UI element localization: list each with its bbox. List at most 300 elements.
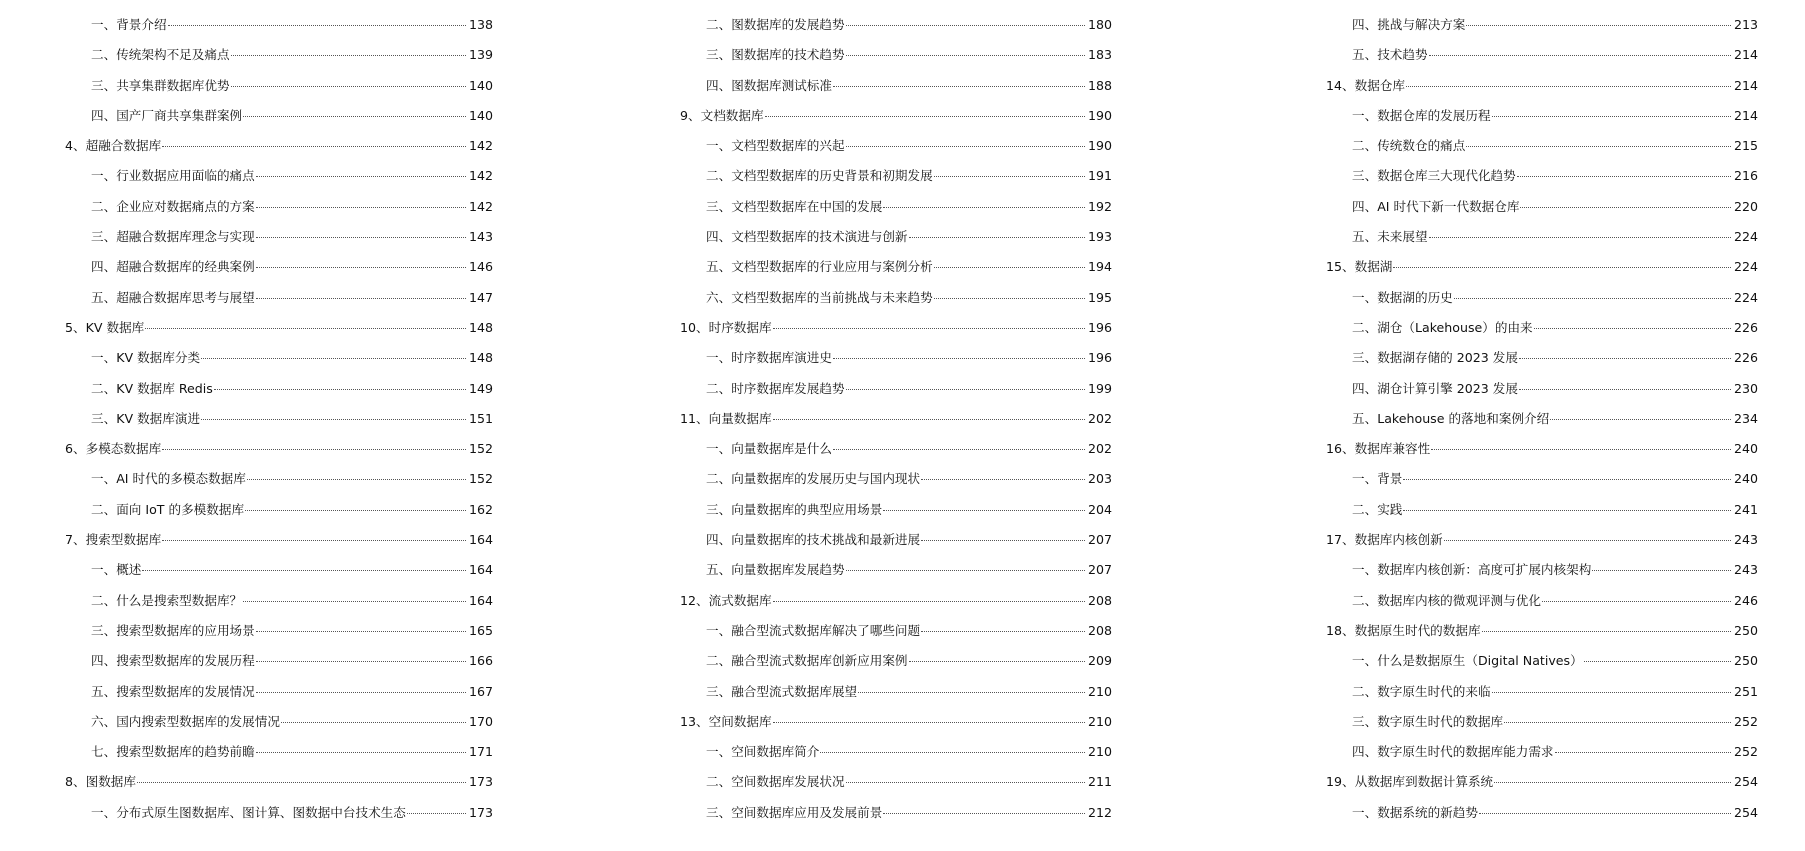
toc-section-entry[interactable] bbox=[680, 499, 1112, 529]
toc-section-entry[interactable] bbox=[1326, 317, 1758, 347]
dot-leader bbox=[1592, 570, 1731, 571]
dot-leader bbox=[846, 389, 1085, 390]
entry-title: 一、数据库内核创新：高度可扩展内核架构 bbox=[1352, 562, 1592, 578]
entry-title: 三、数据湖存储的 2023 发展 bbox=[1352, 350, 1518, 366]
entry-title: 二、KV 数据库 Redis bbox=[91, 380, 213, 396]
toc-chapter-entry[interactable] bbox=[680, 590, 1112, 620]
entry-page-number: 241 bbox=[1733, 501, 1758, 517]
entry-page-number: 212 bbox=[1087, 804, 1112, 820]
toc-chapter-entry[interactable] bbox=[680, 317, 1112, 347]
entry-page-number: 202 bbox=[1087, 410, 1112, 426]
entry-page-number: 164 bbox=[468, 562, 493, 578]
dot-leader bbox=[1479, 813, 1731, 814]
dot-leader bbox=[1482, 631, 1731, 632]
entry-page-number: 148 bbox=[468, 350, 493, 366]
entry-page-number: 214 bbox=[1733, 47, 1758, 63]
toc-section-entry[interactable] bbox=[1326, 165, 1758, 195]
toc-section-entry[interactable] bbox=[680, 347, 1112, 377]
entry-page-number: 152 bbox=[468, 471, 493, 487]
dot-leader bbox=[256, 207, 466, 208]
toc-chapter-entry[interactable] bbox=[65, 438, 493, 468]
entry-page-number: 252 bbox=[1733, 744, 1758, 760]
dot-leader bbox=[1517, 176, 1731, 177]
entry-page-number: 152 bbox=[468, 441, 493, 457]
dot-leader bbox=[1444, 540, 1731, 541]
entry-title: 一、概述 bbox=[91, 562, 142, 578]
dot-leader bbox=[201, 358, 466, 359]
toc-section-entry[interactable] bbox=[1326, 196, 1758, 226]
dot-leader bbox=[1403, 479, 1731, 480]
entry-page-number: 195 bbox=[1087, 289, 1112, 305]
toc-section-entry[interactable] bbox=[680, 287, 1112, 317]
dot-leader bbox=[921, 540, 1085, 541]
toc-section-entry[interactable] bbox=[65, 408, 493, 438]
entry-title: 五、Lakehouse 的落地和案例介绍 bbox=[1352, 410, 1550, 426]
entry-page-number: 166 bbox=[468, 653, 493, 669]
dot-leader bbox=[1403, 510, 1731, 511]
entry-page-number: 165 bbox=[468, 622, 493, 638]
dot-leader bbox=[256, 631, 466, 632]
entry-title: 七、搜索型数据库的趋势前瞻 bbox=[91, 744, 255, 760]
entry-title: 四、AI 时代下新一代数据仓库 bbox=[1352, 198, 1520, 214]
entry-page-number: 250 bbox=[1733, 622, 1758, 638]
toc-section-entry[interactable] bbox=[1326, 650, 1758, 680]
entry-page-number: 254 bbox=[1733, 804, 1758, 820]
toc-section-entry[interactable] bbox=[65, 287, 493, 317]
toc-section-entry[interactable] bbox=[680, 196, 1112, 226]
toc-section-entry[interactable] bbox=[65, 741, 493, 771]
dot-leader bbox=[858, 692, 1085, 693]
toc-section-entry[interactable] bbox=[1326, 741, 1758, 771]
entry-page-number: 240 bbox=[1733, 471, 1758, 487]
entry-page-number: 162 bbox=[468, 501, 493, 517]
entry-title: 五、未来展望 bbox=[1352, 229, 1428, 245]
toc-section-entry[interactable] bbox=[1326, 408, 1758, 438]
dot-leader bbox=[846, 55, 1085, 56]
toc-chapter-entry[interactable] bbox=[1326, 771, 1758, 801]
dot-leader bbox=[247, 479, 466, 480]
entry-page-number: 164 bbox=[468, 532, 493, 548]
entry-title: 一、分布式原生图数据库、图计算、图数据中台技术生态 bbox=[91, 804, 406, 820]
entry-page-number: 202 bbox=[1087, 441, 1112, 457]
entry-page-number: 183 bbox=[1087, 47, 1112, 63]
entry-title: 6、多模态数据库 bbox=[65, 441, 162, 457]
entry-title: 18、数据原生时代的数据库 bbox=[1326, 622, 1481, 638]
dot-leader bbox=[1494, 782, 1731, 783]
entry-page-number: 203 bbox=[1087, 471, 1112, 487]
entry-title: 一、背景介绍 bbox=[91, 17, 167, 32]
toc-section-entry[interactable] bbox=[680, 559, 1112, 589]
entry-page-number: 226 bbox=[1733, 350, 1758, 366]
toc-chapter-entry[interactable] bbox=[65, 135, 493, 165]
entry-title: 四、搜索型数据库的发展历程 bbox=[91, 653, 255, 669]
dot-leader bbox=[1492, 692, 1731, 693]
entry-title: 四、超融合数据库的经典案例 bbox=[91, 259, 255, 275]
entry-page-number: 224 bbox=[1733, 229, 1758, 245]
toc-chapter-entry[interactable] bbox=[1326, 256, 1758, 286]
entry-title: 二、数据库内核的微观评测与优化 bbox=[1352, 592, 1541, 608]
dot-leader bbox=[201, 419, 466, 420]
entry-page-number: 140 bbox=[468, 107, 493, 123]
entry-title: 四、图数据库测试标准 bbox=[706, 77, 832, 93]
entry-title: 一、时序数据库演进史 bbox=[706, 350, 832, 366]
entry-page-number: 188 bbox=[1087, 77, 1112, 93]
entry-title: 六、文档型数据库的当前挑战与未来趋势 bbox=[706, 289, 933, 305]
entry-title: 一、融合型流式数据库解决了哪些问题 bbox=[706, 622, 921, 638]
toc-column-3 bbox=[1326, 14, 1758, 832]
dot-leader bbox=[833, 86, 1085, 87]
dot-leader bbox=[1520, 207, 1730, 208]
dot-leader bbox=[281, 722, 466, 723]
entry-title: 一、KV 数据库分类 bbox=[91, 350, 201, 366]
dot-leader bbox=[145, 328, 466, 329]
entry-page-number: 214 bbox=[1733, 77, 1758, 93]
entry-title: 二、向量数据库的发展历史与国内现状 bbox=[706, 471, 921, 487]
entry-page-number: 151 bbox=[468, 410, 493, 426]
entry-page-number: 252 bbox=[1733, 713, 1758, 729]
toc-section-entry[interactable] bbox=[1326, 681, 1758, 711]
toc-section-entry[interactable] bbox=[65, 802, 493, 832]
entry-title: 三、KV 数据库演进 bbox=[91, 410, 201, 426]
toc-section-entry[interactable] bbox=[680, 771, 1112, 801]
entry-title: 9、文档数据库 bbox=[680, 107, 764, 123]
entry-page-number: 207 bbox=[1087, 562, 1112, 578]
entry-title: 四、文档型数据库的技术演进与创新 bbox=[706, 229, 908, 245]
entry-title: 一、背景 bbox=[1352, 471, 1403, 487]
dot-leader bbox=[773, 328, 1085, 329]
entry-title: 三、数字原生时代的数据库 bbox=[1352, 713, 1504, 729]
dot-leader bbox=[1431, 449, 1731, 450]
entry-title: 15、数据湖 bbox=[1326, 259, 1393, 275]
entry-title: 一、AI 时代的多模态数据库 bbox=[91, 471, 246, 487]
entry-title: 二、湖仓（Lakehouse）的由来 bbox=[1352, 319, 1533, 335]
toc-section-entry[interactable] bbox=[680, 75, 1112, 105]
toc-chapter-entry[interactable] bbox=[1326, 75, 1758, 105]
entry-page-number: 190 bbox=[1087, 107, 1112, 123]
dot-leader bbox=[256, 752, 466, 753]
toc-section-entry[interactable] bbox=[65, 44, 493, 74]
toc-section-entry[interactable] bbox=[680, 14, 1112, 44]
entry-page-number: 208 bbox=[1087, 622, 1112, 638]
entry-page-number: 196 bbox=[1087, 350, 1112, 366]
dot-leader bbox=[256, 661, 466, 662]
toc-chapter-entry[interactable] bbox=[1326, 438, 1758, 468]
dot-leader bbox=[833, 358, 1085, 359]
dot-leader bbox=[162, 540, 466, 541]
toc-section-entry[interactable] bbox=[1326, 44, 1758, 74]
entry-title: 三、融合型流式数据库展望 bbox=[706, 683, 858, 699]
toc-chapter-entry[interactable] bbox=[680, 105, 1112, 135]
entry-page-number: 143 bbox=[468, 229, 493, 245]
entry-page-number: 140 bbox=[468, 77, 493, 93]
entry-title: 三、空间数据库应用及发展前景 bbox=[706, 804, 883, 820]
toc-section-entry[interactable] bbox=[680, 438, 1112, 468]
toc-section-entry[interactable] bbox=[65, 378, 493, 408]
toc-section-entry[interactable] bbox=[1326, 378, 1758, 408]
entry-title: 四、湖仓计算引擎 2023 发展 bbox=[1352, 380, 1518, 396]
entry-title: 19、从数据库到数据计算系统 bbox=[1326, 774, 1494, 790]
entry-title: 一、向量数据库是什么 bbox=[706, 441, 832, 457]
entry-page-number: 210 bbox=[1087, 744, 1112, 760]
dot-leader bbox=[1555, 752, 1731, 753]
dot-leader bbox=[1466, 146, 1731, 147]
toc-section-entry[interactable] bbox=[65, 105, 493, 135]
dot-leader bbox=[245, 510, 466, 511]
toc-chapter-entry[interactable] bbox=[65, 771, 493, 801]
dot-leader bbox=[162, 449, 466, 450]
entry-title: 8、图数据库 bbox=[65, 774, 136, 790]
entry-title: 7、搜索型数据库 bbox=[65, 532, 162, 548]
entry-title: 五、技术趋势 bbox=[1352, 47, 1428, 63]
dot-leader bbox=[921, 479, 1085, 480]
dot-leader bbox=[1519, 358, 1731, 359]
dot-leader bbox=[1429, 237, 1731, 238]
toc-chapter-entry[interactable] bbox=[65, 317, 493, 347]
entry-page-number: 214 bbox=[1733, 107, 1758, 123]
dot-leader bbox=[1429, 55, 1731, 56]
entry-page-number: 213 bbox=[1733, 17, 1758, 32]
toc-section-entry[interactable] bbox=[65, 681, 493, 711]
toc-section-entry[interactable] bbox=[1326, 711, 1758, 741]
dot-leader bbox=[168, 25, 466, 26]
toc-chapter-entry[interactable] bbox=[680, 711, 1112, 741]
entry-title: 五、超融合数据库思考与展望 bbox=[91, 289, 255, 305]
entry-page-number: 171 bbox=[468, 744, 493, 760]
dot-leader bbox=[256, 176, 466, 177]
entry-title: 一、数据湖的历史 bbox=[1352, 289, 1453, 305]
dot-leader bbox=[162, 146, 466, 147]
toc-section-entry[interactable] bbox=[1326, 347, 1758, 377]
toc-section-entry[interactable] bbox=[680, 468, 1112, 498]
entry-title: 四、挑战与解决方案 bbox=[1352, 17, 1466, 32]
entry-page-number: 147 bbox=[468, 289, 493, 305]
entry-title: 四、数字原生时代的数据库能力需求 bbox=[1352, 744, 1554, 760]
entry-title: 三、向量数据库的典型应用场景 bbox=[706, 501, 883, 517]
entry-title: 二、文档型数据库的历史背景和初期发展 bbox=[706, 168, 933, 184]
entry-page-number: 148 bbox=[468, 319, 493, 335]
entry-title: 四、向量数据库的技术挑战和最新进展 bbox=[706, 532, 921, 548]
toc-section-entry[interactable] bbox=[65, 165, 493, 195]
entry-title: 二、传统数仓的痛点 bbox=[1352, 138, 1466, 154]
toc-section-entry[interactable] bbox=[65, 196, 493, 226]
toc-chapter-entry[interactable] bbox=[65, 529, 493, 559]
toc-section-entry[interactable] bbox=[680, 44, 1112, 74]
dot-leader bbox=[1406, 86, 1731, 87]
toc-section-entry[interactable] bbox=[680, 529, 1112, 559]
entry-page-number: 246 bbox=[1733, 592, 1758, 608]
toc-section-entry[interactable] bbox=[65, 499, 493, 529]
entry-title: 五、文档型数据库的行业应用与案例分析 bbox=[706, 259, 933, 275]
toc-section-entry[interactable] bbox=[65, 590, 493, 620]
toc-section-entry[interactable] bbox=[65, 347, 493, 377]
dot-leader bbox=[1534, 328, 1731, 329]
dot-leader bbox=[846, 782, 1085, 783]
dot-leader bbox=[142, 570, 466, 571]
entry-page-number: 138 bbox=[468, 17, 493, 32]
dot-leader bbox=[909, 237, 1085, 238]
dot-leader bbox=[833, 449, 1085, 450]
dot-leader bbox=[256, 298, 466, 299]
entry-page-number: 211 bbox=[1087, 774, 1112, 790]
entry-page-number: 164 bbox=[468, 592, 493, 608]
dot-leader bbox=[1542, 601, 1731, 602]
entry-page-number: 199 bbox=[1087, 380, 1112, 396]
dot-leader bbox=[243, 601, 466, 602]
entry-page-number: 204 bbox=[1087, 501, 1112, 517]
entry-title: 4、超融合数据库 bbox=[65, 138, 162, 154]
toc-section-entry[interactable] bbox=[1326, 105, 1758, 135]
toc-section-entry[interactable] bbox=[65, 711, 493, 741]
entry-page-number: 240 bbox=[1733, 441, 1758, 457]
entry-title: 三、超融合数据库理念与实现 bbox=[91, 229, 255, 245]
entry-page-number: 191 bbox=[1087, 168, 1112, 184]
entry-page-number: 210 bbox=[1087, 713, 1112, 729]
entry-page-number: 243 bbox=[1733, 532, 1758, 548]
toc-column-2 bbox=[680, 14, 1112, 832]
entry-page-number: 190 bbox=[1087, 138, 1112, 154]
dot-leader bbox=[883, 207, 1085, 208]
entry-page-number: 208 bbox=[1087, 592, 1112, 608]
dot-leader bbox=[1393, 267, 1731, 268]
entry-title: 一、行业数据应用面临的痛点 bbox=[91, 168, 255, 184]
entry-page-number: 234 bbox=[1733, 410, 1758, 426]
dot-leader bbox=[1550, 419, 1731, 420]
dot-leader bbox=[1519, 389, 1731, 390]
toc-section-entry[interactable] bbox=[1326, 590, 1758, 620]
entry-title: 二、实践 bbox=[1352, 501, 1403, 517]
entry-page-number: 254 bbox=[1733, 774, 1758, 790]
toc-chapter-entry[interactable] bbox=[1326, 620, 1758, 650]
toc-section-entry[interactable] bbox=[65, 468, 493, 498]
entry-title: 二、图数据库的发展趋势 bbox=[706, 17, 845, 32]
entry-title: 三、图数据库的技术趋势 bbox=[706, 47, 845, 63]
entry-page-number: 209 bbox=[1087, 653, 1112, 669]
toc-section-entry[interactable] bbox=[65, 226, 493, 256]
entry-page-number: 192 bbox=[1087, 198, 1112, 214]
toc-section-entry[interactable] bbox=[1326, 802, 1758, 832]
toc-section-entry[interactable] bbox=[680, 165, 1112, 195]
entry-page-number: 220 bbox=[1733, 198, 1758, 214]
dot-leader bbox=[773, 722, 1085, 723]
entry-page-number: 167 bbox=[468, 683, 493, 699]
entry-page-number: 230 bbox=[1733, 380, 1758, 396]
toc-section-entry[interactable] bbox=[1326, 135, 1758, 165]
toc-section-entry[interactable] bbox=[65, 620, 493, 650]
entry-title: 二、传统架构不足及痛点 bbox=[91, 47, 230, 63]
entry-title: 二、企业应对数据痛点的方案 bbox=[91, 198, 255, 214]
dot-leader bbox=[934, 267, 1085, 268]
entry-page-number: 139 bbox=[468, 47, 493, 63]
entry-page-number: 210 bbox=[1087, 683, 1112, 699]
toc-column-1 bbox=[65, 14, 493, 832]
entry-page-number: 149 bbox=[468, 380, 493, 396]
dot-leader bbox=[1454, 298, 1731, 299]
toc-section-entry[interactable] bbox=[1326, 559, 1758, 589]
entry-title: 17、数据库内核创新 bbox=[1326, 532, 1443, 548]
entry-title: 13、空间数据库 bbox=[680, 713, 772, 729]
toc-section-entry[interactable] bbox=[1326, 14, 1758, 44]
dot-leader bbox=[231, 86, 466, 87]
toc-chapter-entry[interactable] bbox=[680, 408, 1112, 438]
toc-section-entry[interactable] bbox=[1326, 287, 1758, 317]
entry-title: 五、搜索型数据库的发展情况 bbox=[91, 683, 255, 699]
dot-leader bbox=[846, 146, 1085, 147]
entry-page-number: 216 bbox=[1733, 168, 1758, 184]
entry-page-number: 170 bbox=[468, 713, 493, 729]
toc-section-entry[interactable] bbox=[680, 256, 1112, 286]
toc-section-entry[interactable] bbox=[680, 378, 1112, 408]
entry-page-number: 193 bbox=[1087, 229, 1112, 245]
entry-title: 10、时序数据库 bbox=[680, 319, 772, 335]
toc-section-entry[interactable] bbox=[1326, 499, 1758, 529]
toc-section-entry[interactable] bbox=[65, 559, 493, 589]
dot-leader bbox=[1504, 722, 1731, 723]
entry-page-number: 224 bbox=[1733, 289, 1758, 305]
toc-section-entry[interactable] bbox=[680, 226, 1112, 256]
dot-leader bbox=[846, 25, 1085, 26]
dot-leader bbox=[846, 570, 1085, 571]
entry-title: 一、数据仓库的发展历程 bbox=[1352, 107, 1491, 123]
entry-page-number: 142 bbox=[468, 168, 493, 184]
dot-leader bbox=[256, 237, 466, 238]
dot-leader bbox=[773, 601, 1085, 602]
entry-page-number: 226 bbox=[1733, 319, 1758, 335]
entry-title: 二、数字原生时代的来临 bbox=[1352, 683, 1491, 699]
entry-title: 16、数据库兼容性 bbox=[1326, 441, 1431, 457]
dot-leader bbox=[921, 631, 1085, 632]
dot-leader bbox=[1466, 25, 1731, 26]
entry-page-number: 250 bbox=[1733, 653, 1758, 669]
toc-section-entry[interactable] bbox=[1326, 468, 1758, 498]
dot-leader bbox=[934, 176, 1085, 177]
entry-page-number: 207 bbox=[1087, 532, 1112, 548]
entry-title: 二、什么是搜索型数据库？ bbox=[91, 592, 243, 608]
entry-title: 14、数据仓库 bbox=[1326, 77, 1405, 93]
toc-section-entry[interactable] bbox=[65, 650, 493, 680]
dot-leader bbox=[243, 116, 466, 117]
entry-page-number: 142 bbox=[468, 198, 493, 214]
dot-leader bbox=[765, 116, 1085, 117]
entry-page-number: 196 bbox=[1087, 319, 1112, 335]
toc-section-entry[interactable] bbox=[680, 741, 1112, 771]
dot-leader bbox=[773, 419, 1085, 420]
toc-section-entry[interactable] bbox=[65, 256, 493, 286]
entry-page-number: 243 bbox=[1733, 562, 1758, 578]
toc-chapter-entry[interactable] bbox=[1326, 529, 1758, 559]
entry-page-number: 142 bbox=[468, 138, 493, 154]
toc-section-entry[interactable] bbox=[680, 650, 1112, 680]
entry-page-number: 224 bbox=[1733, 259, 1758, 275]
toc-section-entry[interactable] bbox=[1326, 226, 1758, 256]
entry-page-number: 180 bbox=[1087, 17, 1112, 32]
entry-page-number: 215 bbox=[1733, 138, 1758, 154]
dot-leader bbox=[820, 752, 1085, 753]
toc-section-entry[interactable] bbox=[680, 681, 1112, 711]
entry-page-number: 194 bbox=[1087, 259, 1112, 275]
entry-title: 12、流式数据库 bbox=[680, 592, 772, 608]
toc-section-entry[interactable] bbox=[65, 14, 493, 44]
toc-section-entry[interactable] bbox=[680, 802, 1112, 832]
entry-title: 六、国内搜索型数据库的发展情况 bbox=[91, 713, 280, 729]
entry-page-number: 251 bbox=[1733, 683, 1758, 699]
entry-title: 一、数据系统的新趋势 bbox=[1352, 804, 1478, 820]
dot-leader bbox=[1584, 661, 1731, 662]
entry-title: 一、空间数据库简介 bbox=[706, 744, 820, 760]
toc-section-entry[interactable] bbox=[65, 75, 493, 105]
toc-section-entry[interactable] bbox=[680, 135, 1112, 165]
toc-section-entry[interactable] bbox=[680, 620, 1112, 650]
dot-leader bbox=[883, 510, 1085, 511]
